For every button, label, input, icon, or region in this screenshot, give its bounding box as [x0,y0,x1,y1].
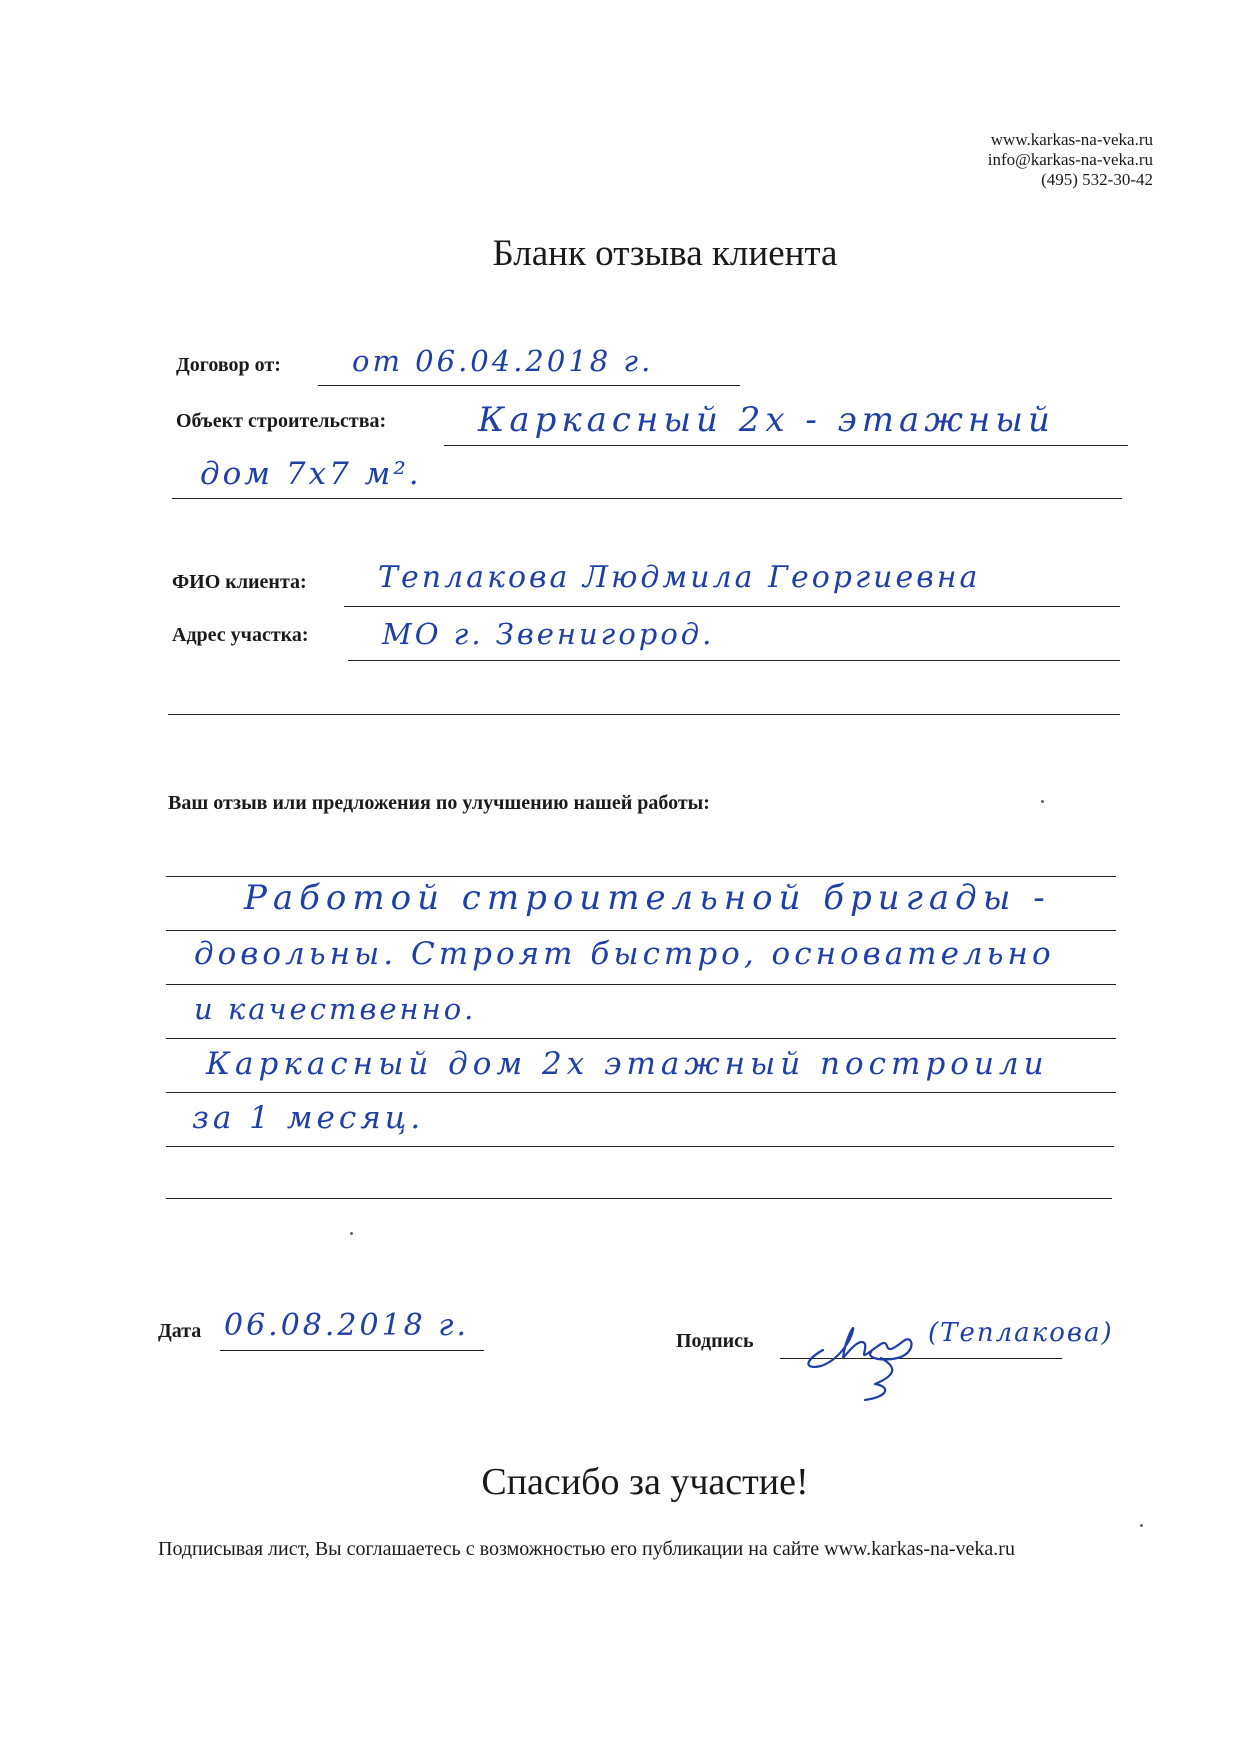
address-line [348,660,1120,661]
date-label: Дата [158,1320,202,1342]
signature-label: Подпись [676,1330,754,1352]
contract-value: от 06.04.2018 г. [352,344,654,378]
feedback-line-1 [166,876,1116,877]
date-value: 06.08.2018 г. [224,1308,470,1343]
publication-consent-text: Подписывая лист, Вы соглашаетесь с возможностью его публикации на сайте www.karkas-na-veka.ru [158,1538,1015,1560]
contract-label: Договор от: [176,354,281,376]
signature-name: (Теплакова) [928,1318,1114,1348]
feedback-line-3 [166,984,1116,985]
address-label: Адрес участка: [172,624,309,646]
address-value: МО г. Звенигород. [382,617,715,651]
form-title: Бланк отзыва клиента [492,233,838,274]
scan-speck [1140,1524,1143,1527]
object-label: Объект строительства: [176,410,387,432]
contacts-block [988,130,1153,190]
feedback-text-line-1: Работой строительной бригады - [244,878,1051,918]
feedback-text-line-5: за 1 месяц. [192,1100,425,1136]
scan-speck [350,1232,353,1235]
contract-line [318,385,740,386]
object-value-line-2: дом 7х7 м². [200,456,422,492]
feedback-text-line-3: и качественно. [194,992,477,1026]
client-value: Теплакова Людмила Георгиевна [378,560,981,595]
date-line [220,1350,484,1351]
object-line-1 [444,445,1128,446]
thanks-text: Спасибо за участие! [481,1461,809,1503]
feedback-label: Ваш отзыв или предложения по улучшению нашей работы: [168,792,710,814]
signature-image [795,1300,935,1410]
feedback-text-line-2: довольны. Строят быстро, основательно [194,936,1055,972]
feedback-line-7 [166,1198,1112,1199]
object-line-2 [172,498,1122,499]
address-line-2 [168,714,1120,715]
feedback-line-6 [166,1146,1114,1147]
scan-speck [1041,800,1044,803]
object-value-line-1: Каркасный 2х - этажный [478,400,1055,440]
client-label: ФИО клиента: [172,571,307,593]
email-text: info@karkas-na-veka.ru [987,150,1153,169]
website-text: www.karkas-na-veka.ru [990,130,1153,149]
client-line [344,606,1120,607]
feedback-text-line-4: Каркасный дом 2х этажный построили [206,1046,1049,1082]
feedback-line-5 [166,1092,1116,1093]
phone-text: (495) 532-30-42 [1041,170,1153,189]
feedback-line-2 [166,930,1116,931]
feedback-line-4 [166,1038,1116,1039]
